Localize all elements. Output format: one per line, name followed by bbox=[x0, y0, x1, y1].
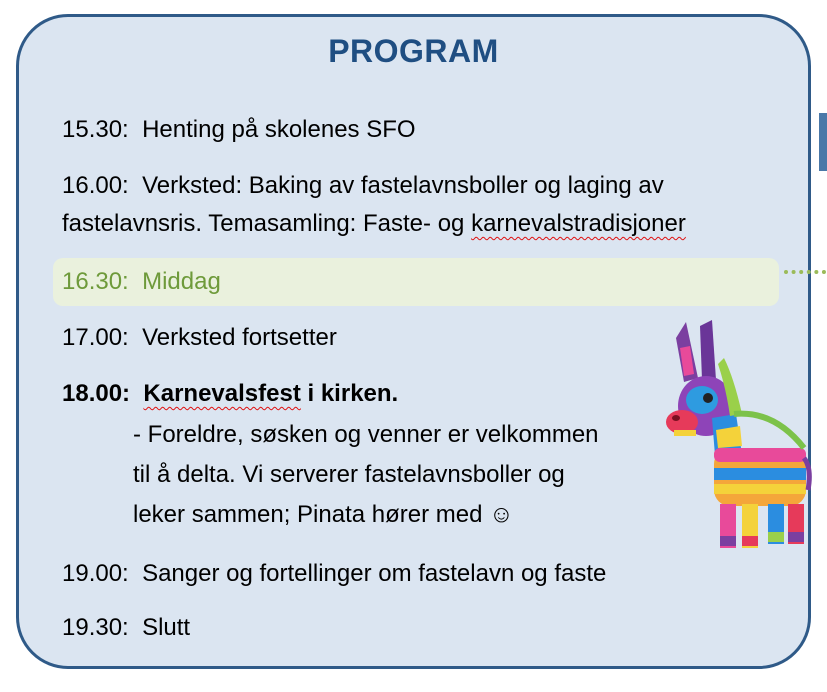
item-time: 17.00: bbox=[62, 324, 129, 351]
item-text: fastelavnsris. Temasamling: Faste- og bbox=[62, 210, 472, 237]
dotted-connector bbox=[784, 270, 826, 278]
schedule-item-1600 bbox=[62, 172, 664, 200]
item-text: Verksted: Baking av fastelavnsboller og laging av bbox=[142, 172, 664, 199]
item-time: 19.30: bbox=[62, 614, 129, 641]
schedule-item-1700 bbox=[62, 324, 337, 352]
item-description-1: - Foreldre, søsken og venner er velkommen bbox=[133, 421, 599, 448]
page-title: PROGRAM bbox=[328, 33, 499, 69]
schedule-item-1530 bbox=[62, 116, 416, 144]
item-text: Verksted fortsetter bbox=[142, 324, 337, 351]
item-description-3: leker sammen; Pinata hører med ☺ bbox=[133, 501, 514, 528]
item-time: 18.00: bbox=[62, 380, 131, 407]
item-text: Middag bbox=[142, 268, 221, 295]
schedule-item-1600-cont bbox=[62, 210, 686, 238]
item-time: 15.30: bbox=[62, 116, 129, 143]
spellcheck-word: karnevalstradisjoner bbox=[471, 210, 686, 237]
schedule-item-1800 bbox=[62, 380, 398, 408]
item-description-2: til å delta. Vi serverer fastelavnsboller og bbox=[133, 461, 565, 488]
item-time: 16.30: bbox=[62, 268, 129, 295]
schedule-item-1630 bbox=[62, 268, 221, 296]
schedule-item-1900 bbox=[62, 560, 606, 588]
item-text: i kirken. bbox=[300, 380, 399, 407]
schedule-item-1930 bbox=[62, 614, 190, 642]
item-time: 16.00: bbox=[62, 172, 129, 199]
item-time: 19.00: bbox=[62, 560, 129, 587]
item-text: Slutt bbox=[142, 614, 191, 641]
item-text: Henting på skolenes SFO bbox=[142, 116, 416, 143]
side-tab bbox=[819, 113, 827, 171]
item-text: Sanger og fortellinger om fastelavn og faste bbox=[142, 560, 607, 587]
pinata-image bbox=[664, 318, 812, 558]
spellcheck-word: Karnevalsfest bbox=[143, 380, 301, 407]
